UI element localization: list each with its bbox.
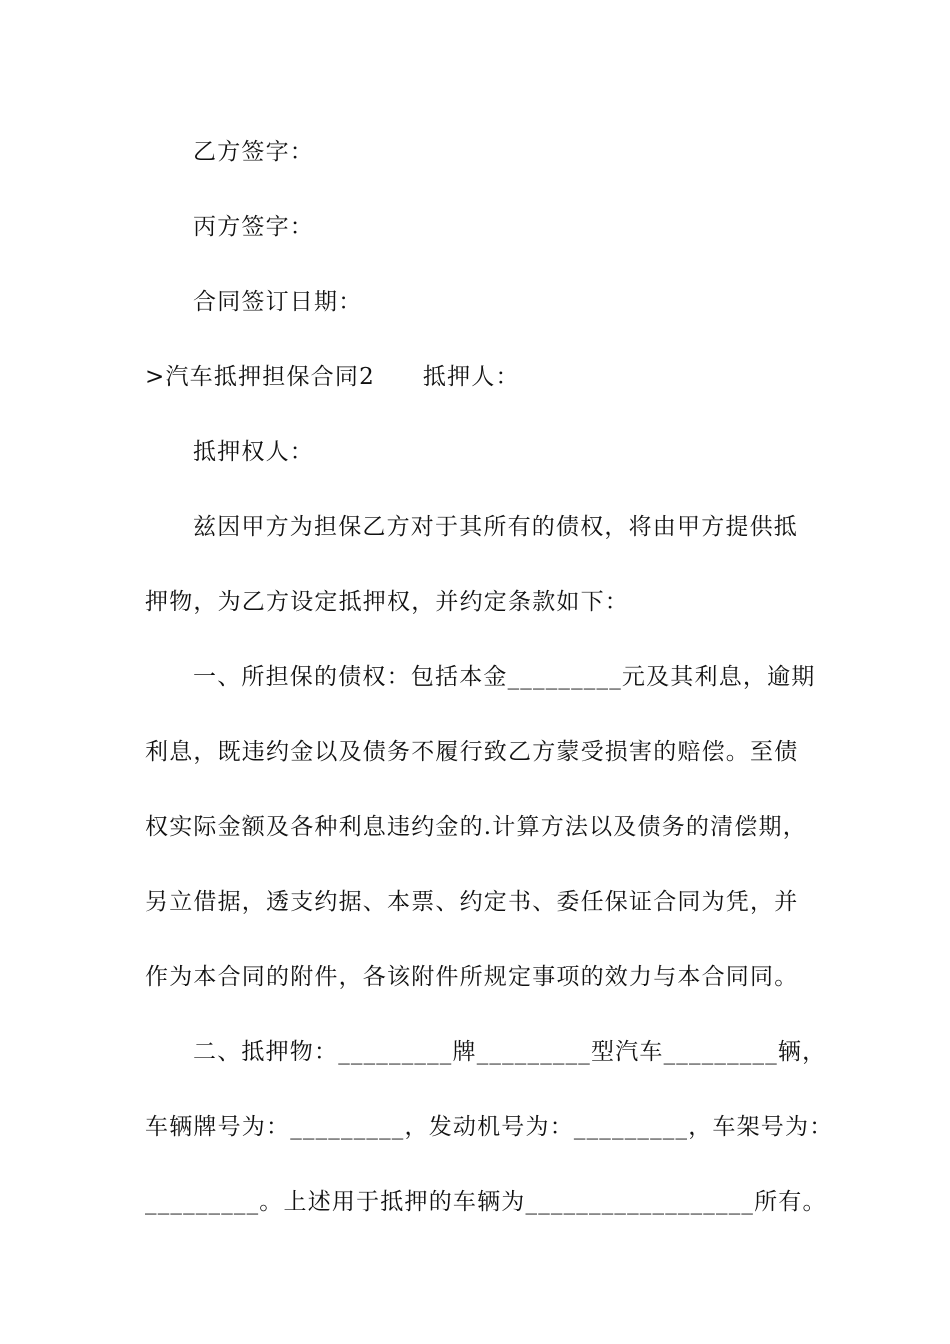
paragraph-line: 兹因甲方为担保乙方对于其所有的债权，将由甲方提供抵 xyxy=(193,514,798,540)
paragraph-line: _________。上述用于抵押的车辆为__________________所有。 xyxy=(145,1189,827,1215)
contract-heading-line xyxy=(145,362,825,392)
paragraph-line: 利息，既违约金以及债务不履行致乙方蒙受损害的赔偿。至债 xyxy=(145,739,799,765)
paragraph-line: 另立借据，透支约据、本票、约定书、委任保证合同为凭，并 xyxy=(145,889,799,915)
mortgagor-label: 抵押人： xyxy=(422,364,520,390)
paragraph-line: 车辆牌号为：_________，发动机号为：_________，车架号为： xyxy=(145,1114,834,1140)
contract-date-line: 合同签订日期： xyxy=(193,289,363,315)
party-b-signature-line: 乙方签字： xyxy=(193,139,314,165)
paragraph-line: 押物，为乙方设定抵押权，并约定条款如下： xyxy=(145,589,629,615)
contract-title: >汽车抵押担保合同2 xyxy=(145,364,375,390)
clause-two-line: 二、抵押物：_________牌_________型汽车_________辆， xyxy=(193,1039,827,1065)
paragraph-line: 权实际金额及各种利息违约金的.计算方法以及债务的清偿期， xyxy=(145,814,807,840)
clause-one-line: 一、所担保的债权：包括本金_________元及其利息，逾期 xyxy=(193,664,816,690)
mortgagee-line: 抵押权人： xyxy=(193,439,314,465)
party-c-signature-line: 丙方签字： xyxy=(193,214,314,240)
paragraph-line: 作为本合同的附件，各该附件所规定事项的效力与本合同同。 xyxy=(145,964,799,990)
